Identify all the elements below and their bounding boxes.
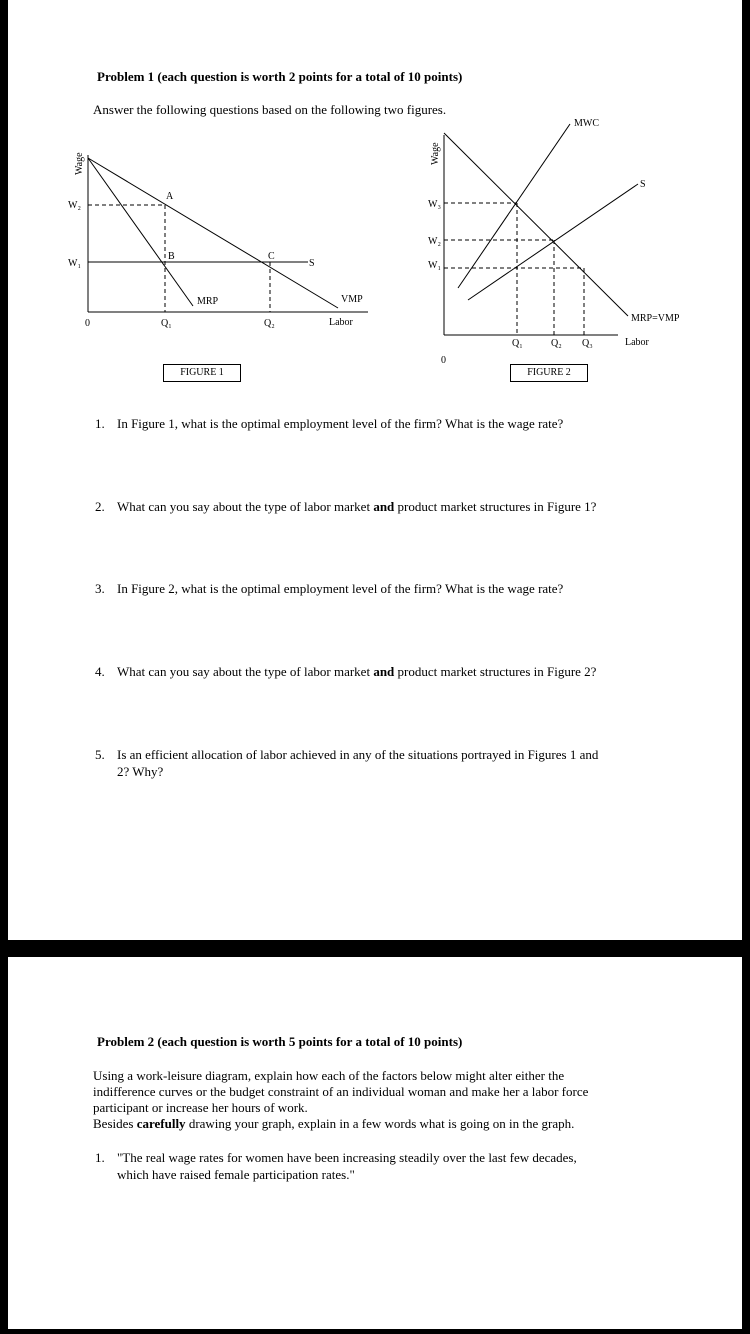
problem-2-title: Problem 2 (each question is worth 5 points for a total of 10 points) <box>97 1034 463 1049</box>
fig2-q2-label: Q₂ <box>551 338 562 349</box>
fig2-w3-label: W₃ <box>428 199 441 210</box>
fig1-w1-label: W₁ <box>68 258 81 269</box>
fig2-mwc-line <box>458 124 570 288</box>
question-3-number: 3. <box>95 581 105 596</box>
problem-1-title: Problem 1 (each question is worth 2 points for a total of 10 points) <box>97 69 463 84</box>
question-4-text-bold: and <box>373 664 395 679</box>
fig1-mrp-line <box>88 158 193 306</box>
figure-1-caption: FIGURE 1 <box>163 364 241 382</box>
question-4-text-post: product market structures in Figure 2? <box>394 664 597 679</box>
problem-2-question-1-line-2: which have raised female participation rates." <box>117 1167 355 1182</box>
question-2-number: 2. <box>95 499 105 514</box>
question-1-number: 1. <box>95 416 105 431</box>
besides-pre: Besides <box>93 1116 137 1131</box>
fig2-origin: 0 <box>441 355 446 366</box>
question-5-line-2: 2? Why? <box>117 764 164 779</box>
problem-2-intro-line-1: Using a work-leisure diagram, explain how each of the factors below might alter either the <box>93 1068 565 1083</box>
page-1 <box>8 0 742 940</box>
fig2-w1-label: W₁ <box>428 260 441 271</box>
question-2-text-post: product market structures in Figure 1? <box>394 499 597 514</box>
fig2-mwc-label: MWC <box>574 118 599 129</box>
question-4-text <box>117 664 596 680</box>
problem-1-intro: Answer the following questions based on the following two figures. <box>93 102 447 117</box>
question-4-number: 4. <box>95 664 105 679</box>
question-2-text-bold: and <box>373 499 395 514</box>
fig1-mrp-label: MRP <box>197 296 219 307</box>
fig1-s-label: S <box>309 258 315 269</box>
fig2-mrp-vmp-line <box>444 133 628 316</box>
question-5-line-1: Is an efficient allocation of labor achieved in any of the situations portrayed in Figures 1 and <box>117 747 599 762</box>
besides-bold: carefully <box>136 1116 186 1131</box>
figure-1 <box>8 0 742 400</box>
fig1-point-c: C <box>268 251 275 262</box>
page-2 <box>8 957 742 1329</box>
problem-2-question-1-line-1: "The real wage rates for women have been increasing steadily over the last few decades, <box>117 1150 577 1165</box>
fig2-q3-label: Q₃ <box>582 338 593 349</box>
fig2-q1-label: Q₁ <box>512 338 523 349</box>
question-2-text-pre: What can you say about the type of labor market <box>117 499 374 514</box>
question-1-text: In Figure 1, what is the optimal employment level of the firm? What is the wage rate? <box>117 416 564 431</box>
problem-2-question-1-number: 1. <box>95 1150 105 1165</box>
question-4-text-pre: What can you say about the type of labor market <box>117 664 374 679</box>
fig1-origin: 0 <box>85 318 90 329</box>
fig2-y-label: Wage <box>430 142 441 165</box>
fig1-x-label: Labor <box>329 317 353 328</box>
question-3-text: In Figure 2, what is the optimal employment level of the firm? What is the wage rate? <box>117 581 564 596</box>
fig2-x-label: Labor <box>625 337 649 348</box>
fig2-s-label: S <box>640 179 646 190</box>
fig2-mrp-vmp-label: MRP=VMP <box>631 313 680 324</box>
problem-2-intro-line-3: participant or increase her hours of work. <box>93 1100 308 1115</box>
fig1-q2-label: Q₂ <box>264 318 275 329</box>
fig1-y-label: Wage <box>74 152 85 175</box>
fig2-w2-label: W₂ <box>428 236 441 247</box>
fig1-point-b: B <box>168 251 175 262</box>
fig1-vmp-label: VMP <box>341 294 363 305</box>
fig1-w2-label: W₂ <box>68 200 81 211</box>
question-2-text <box>117 499 596 515</box>
figure-2-caption: FIGURE 2 <box>510 364 588 382</box>
problem-2-besides <box>93 1116 574 1132</box>
problem-2-intro-line-2: indifference curves or the budget constraint of an individual woman and make her a labor force <box>93 1084 589 1099</box>
fig1-point-a: A <box>166 191 174 202</box>
fig1-vmp-line <box>88 158 338 308</box>
fig1-q1-label: Q₁ <box>161 318 172 329</box>
besides-post: drawing your graph, explain in a few words what is going on in the graph. <box>185 1116 575 1131</box>
question-5-number: 5. <box>95 747 105 762</box>
